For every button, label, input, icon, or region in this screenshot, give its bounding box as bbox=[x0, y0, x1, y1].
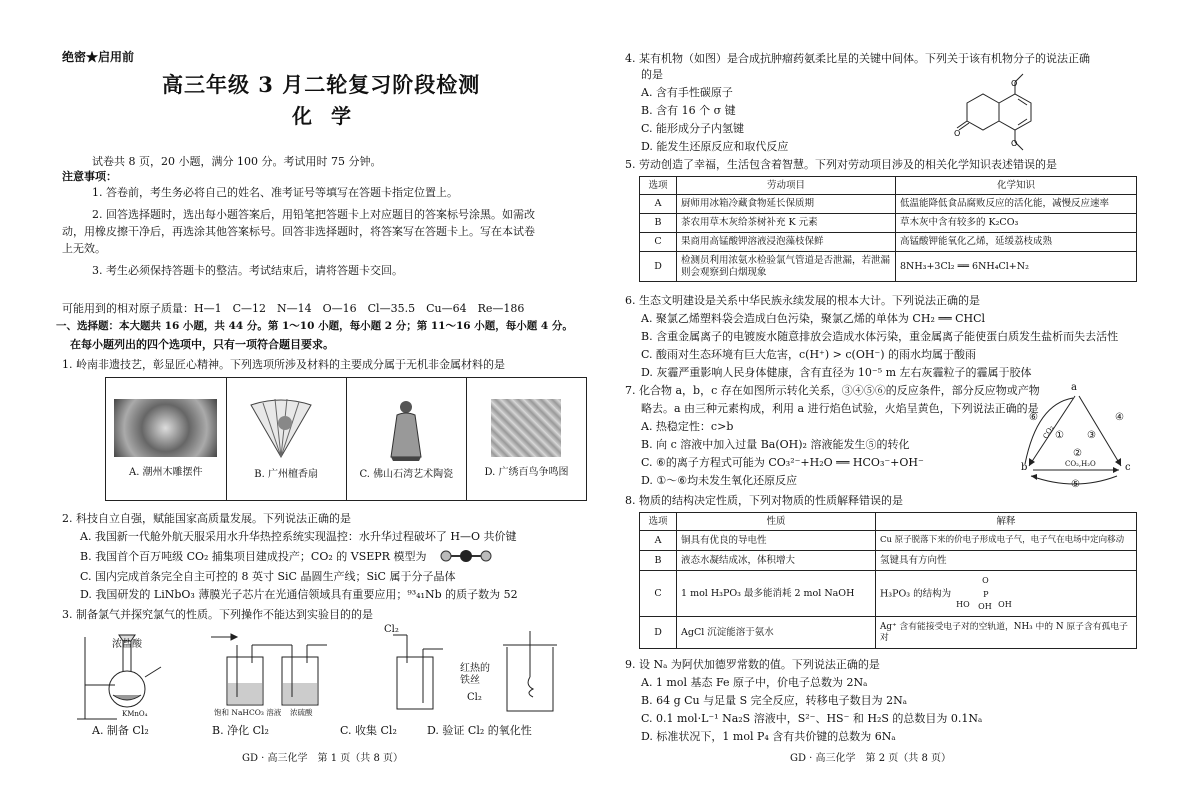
q8-header-option: 选项 bbox=[640, 513, 677, 531]
h3po3-ho: HO bbox=[956, 599, 970, 609]
q1-option-b: B. 广州檀香扇 bbox=[254, 469, 318, 481]
q3-option-a: A. 制备 Cl₂ bbox=[92, 724, 149, 737]
q7-option-d: D. ①～⑥均未发生氧化还原反应 bbox=[641, 474, 798, 487]
q7-node-c: c bbox=[1125, 462, 1131, 473]
q7-node-a: a bbox=[1071, 382, 1077, 393]
q5-header-project: 劳动项目 bbox=[677, 177, 896, 195]
q7-option-b: B. 向 c 溶液中加入过量 Ba(OH)₂ 溶液能发生⑤的转化 bbox=[641, 438, 910, 451]
table-row bbox=[640, 571, 1137, 617]
table-row bbox=[640, 195, 1137, 214]
q8-b-label: B bbox=[640, 551, 677, 571]
exam-info: 试卷共 8 页，20 小题，满分 100 分。考试用时 75 分钟。 bbox=[92, 155, 382, 168]
q7-option-a: A. 热稳定性：c>b bbox=[641, 420, 734, 433]
q9-option-b: B. 64 g Cu 与足量 S 完全反应，转移电子数目为 2Nₐ bbox=[641, 694, 907, 707]
q5-a-label: A bbox=[640, 195, 677, 214]
q6-option-a: A. 聚氯乙烯塑料袋会造成白色污染，聚氯乙烯的单体为 CH₂ ══ CHCl bbox=[641, 312, 986, 325]
q2-option-c: C. 国内完成首条完全自主可控的 8 英寸 SiC 晶圆生产线；SiC 属于分子晶体 bbox=[80, 570, 456, 583]
q2-stem: 2. 科技自立自强，赋能国家高质量发展。下列说法正确的是 bbox=[62, 512, 351, 525]
apparatus-c bbox=[393, 635, 443, 709]
q8-a-property: 铜具有优良的导电性 bbox=[677, 531, 876, 551]
page-footer-left: GD · 高三化学 第 1 页（共 8 页） bbox=[242, 753, 403, 764]
label-kmno4: KMnO₄ bbox=[122, 710, 148, 718]
q9-option-d: D. 标准状况下，1 mol P₄ 含有共价键的总数为 6Nₐ bbox=[641, 730, 896, 743]
apparatus-b bbox=[211, 634, 327, 705]
label-nahco3: 饱和 NaHCO₃ 溶液 bbox=[214, 708, 282, 717]
q7-stem: 7. 化合物 a，b，c 存在如图所示转化关系，③④⑤⑥的反应条件，部分反应物或产物 bbox=[625, 384, 1040, 397]
q4-option-d: D. 能发生还原反应和取代反应 bbox=[641, 140, 789, 153]
q8-d-property: AgCl 沉淀能溶于氨水 bbox=[677, 617, 876, 649]
q1-option-d: D. 广绣百鸟争鸣图 bbox=[484, 467, 569, 479]
q9-option-a: A. 1 mol 基态 Fe 原子中，价电子总数为 2Nₐ bbox=[641, 676, 868, 689]
q5-header-option: 选项 bbox=[640, 177, 677, 195]
q7-label-co2-h2o: CO₂,H₂O bbox=[1065, 460, 1096, 468]
q7-step-5: ⑤ bbox=[1071, 479, 1080, 490]
q8-a-explanation: Cu 原子脱落下来的价电子形成电子气，电子气在电场中定向移动 bbox=[876, 531, 1137, 551]
q3-stem: 3. 制备氯气并探究氯气的性质。下列操作不能达到实验目的的是 bbox=[62, 608, 373, 621]
q5-d-project: 检测员利用浓氨水检验氯气管道是否泄漏，若泄漏则会观察到白烟现象 bbox=[677, 252, 896, 282]
co2-vsepr-model-icon bbox=[440, 549, 492, 563]
page-footer-right: GD · 高三化学 第 2 页（共 8 页） bbox=[790, 753, 951, 764]
svg-text:O: O bbox=[954, 129, 961, 138]
q8-d-explanation: Ag⁺ 含有能接受电子对的空轨道，NH₃ 中的 N 原子含有孤电子对 bbox=[876, 617, 1137, 649]
q3-apparatus-diagrams bbox=[77, 627, 577, 725]
section-heading: 一、选择题：本大题共 16 小题，共 44 分。第 1～10 小题，每小题 2 分；第 11～16 小题，每小题 4 分。 bbox=[56, 320, 573, 332]
wood-carving-image bbox=[114, 399, 217, 457]
q8-b-property: 液态水凝结成冰，体积增大 bbox=[677, 551, 876, 571]
q8-table bbox=[639, 512, 1137, 649]
q2-option-b: B. 我国首个百万吨级 CO₂ 捕集项目建成投产；CO₂ 的 VSEPR 模型为 bbox=[80, 550, 427, 563]
q2-option-d: D. 我国研发的 LiNbO₃ 薄膜光子芯片在光通信领域具有重要应用；⁹³₄₁Nb 的质子数为 52 bbox=[80, 588, 518, 601]
q8-c-property: 1 mol H₃PO₃ 最多能消耗 2 mol NaOH bbox=[677, 571, 876, 617]
h3po3-oh: OH bbox=[978, 601, 992, 611]
embroidery-image bbox=[491, 399, 561, 457]
q8-b-explanation: 氢键具有方向性 bbox=[876, 551, 1137, 571]
svg-text:O: O bbox=[1011, 139, 1018, 148]
q8-c-explanation-cell bbox=[876, 571, 1137, 617]
q8-c-explanation: H₃PO₃ 的结构为 bbox=[880, 588, 952, 599]
q2-option-a: A. 我国新一代舱外航天服采用水升华热控系统实现温控：水升华过程破坏了 H—O 共价键 bbox=[80, 530, 517, 543]
q5-a-project: 厨师用冰箱冷藏食物延长保质期 bbox=[677, 195, 896, 214]
table-row bbox=[640, 252, 1137, 282]
notice-title: 注意事项： bbox=[62, 170, 117, 183]
q7-step-4: ④ bbox=[1115, 412, 1124, 423]
h3po3-structure bbox=[954, 576, 1024, 612]
q1-option-b-cell bbox=[226, 378, 346, 501]
q1-option-d-cell bbox=[466, 378, 586, 501]
apparatus-d bbox=[503, 631, 557, 711]
q7-option-c: C. ⑥的离子方程式可能为 CO₃²⁻+H₂O ══ HCO₃⁻+OH⁻ bbox=[641, 456, 924, 469]
q8-a-label: A bbox=[640, 531, 677, 551]
table-row bbox=[640, 531, 1137, 551]
q4-stem: 4. 某有机物（如图）是合成抗肿瘤药氨柔比星的关键中间体。下列关于该有机物分子的说法正确 bbox=[625, 52, 1090, 65]
h3po3-o: O bbox=[982, 575, 989, 585]
q7-stem-b: 略去。a 由三种元素构成，利用 a 进行焰色试验，火焰呈黄色，下列说法正确的是 bbox=[641, 402, 1039, 415]
q3-option-b: B. 净化 Cl₂ bbox=[212, 724, 269, 737]
notice-2b: 动，用橡皮擦干净后，再选涂其他答案标号。回答非选择题时，将答案写在答题卡上。写在本试卷 bbox=[62, 225, 535, 238]
table-row bbox=[640, 617, 1137, 649]
q6-option-c: C. 酸雨对生态环境有巨大危害，c(H⁺) > c(OH⁻) 的雨水均属于酸雨 bbox=[641, 348, 977, 361]
q1-option-c: C. 佛山石湾艺术陶瓷 bbox=[359, 469, 454, 481]
q5-c-project: 果商用高锰酸钾溶液浸泡藻枝保鲜 bbox=[677, 233, 896, 252]
q9-stem: 9. 设 Nₐ 为阿伏加德罗常数的值。下列说法正确的是 bbox=[625, 658, 880, 671]
q4-option-b: B. 含有 16 个 σ 键 bbox=[641, 104, 736, 117]
q5-c-knowledge: 高锰酸钾能氧化乙烯，延缓荔枝成熟 bbox=[896, 233, 1137, 252]
q7-step-3: ③ bbox=[1087, 430, 1096, 441]
q5-stem: 5. 劳动创造了幸福，生活包含着智慧。下列对劳动项目涉及的相关化学知识表述错误的是 bbox=[625, 158, 1057, 171]
h3po3-oh2: OH bbox=[998, 599, 1012, 609]
notice-1: 1. 答卷前，考生务必将自己的姓名、准考证号等填写在答题卡指定位置上。 bbox=[92, 186, 458, 199]
q3-option-d: D. 验证 Cl₂ 的氧化性 bbox=[427, 724, 532, 737]
q5-header-knowledge: 化学知识 bbox=[896, 177, 1137, 195]
q7-label-co2: CO₂ bbox=[1041, 424, 1056, 441]
label-cl2-c: Cl₂ bbox=[384, 624, 399, 635]
q7-step-2: ② bbox=[1073, 448, 1082, 459]
q4-stem-b: 的是 bbox=[641, 68, 663, 81]
q8-header-explanation: 解释 bbox=[876, 513, 1137, 531]
ceramic-figure-image bbox=[361, 397, 451, 461]
q1-image-table bbox=[105, 377, 587, 501]
q6-stem: 6. 生态文明建设是关系中华民族永续发展的根本大计。下列说法正确的是 bbox=[625, 294, 980, 307]
q7-step-1: ① bbox=[1055, 430, 1064, 441]
subject-title: 化 学 bbox=[292, 104, 357, 128]
secret-label: 绝密★启用前 bbox=[62, 50, 135, 64]
label-iron-wire: 红热的铁丝 bbox=[460, 663, 490, 686]
q8-header-property: 性质 bbox=[677, 513, 876, 531]
q5-d-knowledge: 8NH₃+3Cl₂ ══ 6NH₄Cl+N₂ bbox=[896, 252, 1137, 282]
notice-2c: 上无效。 bbox=[62, 242, 106, 255]
svg-text:O: O bbox=[1011, 79, 1018, 88]
label-h2so4: 浓硫酸 bbox=[290, 708, 313, 717]
q8-c-label: C bbox=[640, 571, 677, 617]
q5-b-project: 茶农用草木灰给茶树补充 K 元素 bbox=[677, 214, 896, 233]
q1-option-a: A. 潮州木雕摆件 bbox=[128, 467, 203, 479]
q5-d-label: D bbox=[640, 252, 677, 282]
q7-node-b: b bbox=[1021, 462, 1028, 473]
q6-option-d: D. 灰霾严重影响人民身体健康，含有直径为 10⁻⁵ m 左右灰霾粒子的霾属于胶体 bbox=[641, 366, 1032, 379]
q5-c-label: C bbox=[640, 233, 677, 252]
q3-option-c: C. 收集 Cl₂ bbox=[340, 724, 397, 737]
atomic-masses: 可能用到的相对原子质量：H—1 C—12 N—14 O—16 Cl—35.5 Cu—64 Re—186 bbox=[62, 302, 525, 315]
q4-molecule-structure bbox=[955, 62, 1055, 162]
notice-2a: 2. 回答选择题时，选出每小题答案后，用铅笔把答题卡上对应题目的答案标号涂黑。如需改 bbox=[92, 208, 535, 221]
table-row bbox=[640, 214, 1137, 233]
q1-stem: 1. 岭南非遗技艺，彰显匠心精神。下列选项所涉及材料的主要成分属于无机非金属材料的是 bbox=[62, 358, 505, 371]
q8-stem: 8. 物质的结构决定性质，下列对物质的性质解释错误的是 bbox=[625, 494, 903, 507]
q6-option-b: B. 含重金属离子的电镀废水随意排放会造成水体污染，重金属离子能使蛋白质发生盐析而失去活性 bbox=[641, 330, 1119, 343]
section-heading-b: 在每小题列出的四个选项中，只有一项符合题目要求。 bbox=[70, 338, 334, 351]
label-cl2-d: Cl₂ bbox=[467, 692, 482, 703]
q5-table bbox=[639, 176, 1137, 282]
sandalwood-fan-image bbox=[241, 397, 331, 461]
table-row bbox=[640, 233, 1137, 252]
q4-option-c: C. 能形成分子内氢键 bbox=[641, 122, 745, 135]
q8-d-label: D bbox=[640, 617, 677, 649]
q5-b-knowledge: 草木灰中含有较多的 K₂CO₃ bbox=[896, 214, 1137, 233]
h3po3-p: P bbox=[983, 589, 989, 599]
q5-b-label: B bbox=[640, 214, 677, 233]
exam-title: 高三年级 3 月二轮复习阶段检测 bbox=[162, 72, 481, 97]
notice-3: 3. 考生必须保持答题卡的整洁。考试结束后，请将答题卡交回。 bbox=[92, 264, 403, 277]
q1-option-a-cell bbox=[106, 378, 227, 501]
q4-option-a: A. 含有手性碳原子 bbox=[641, 86, 733, 99]
label-hcl: 浓盐酸 bbox=[112, 639, 142, 650]
q7-step-6: ⑥ bbox=[1029, 412, 1038, 423]
q5-a-knowledge: 低温能降低食品腐败反应的活化能，减慢反应速率 bbox=[896, 195, 1137, 214]
table-row bbox=[640, 551, 1137, 571]
q1-option-c-cell bbox=[346, 378, 466, 501]
q7-conversion-diagram bbox=[1017, 384, 1135, 492]
q9-option-c: C. 0.1 mol·L⁻¹ Na₂S 溶液中，S²⁻、HS⁻ 和 H₂S 的总数目为 0.1Nₐ bbox=[641, 712, 983, 725]
